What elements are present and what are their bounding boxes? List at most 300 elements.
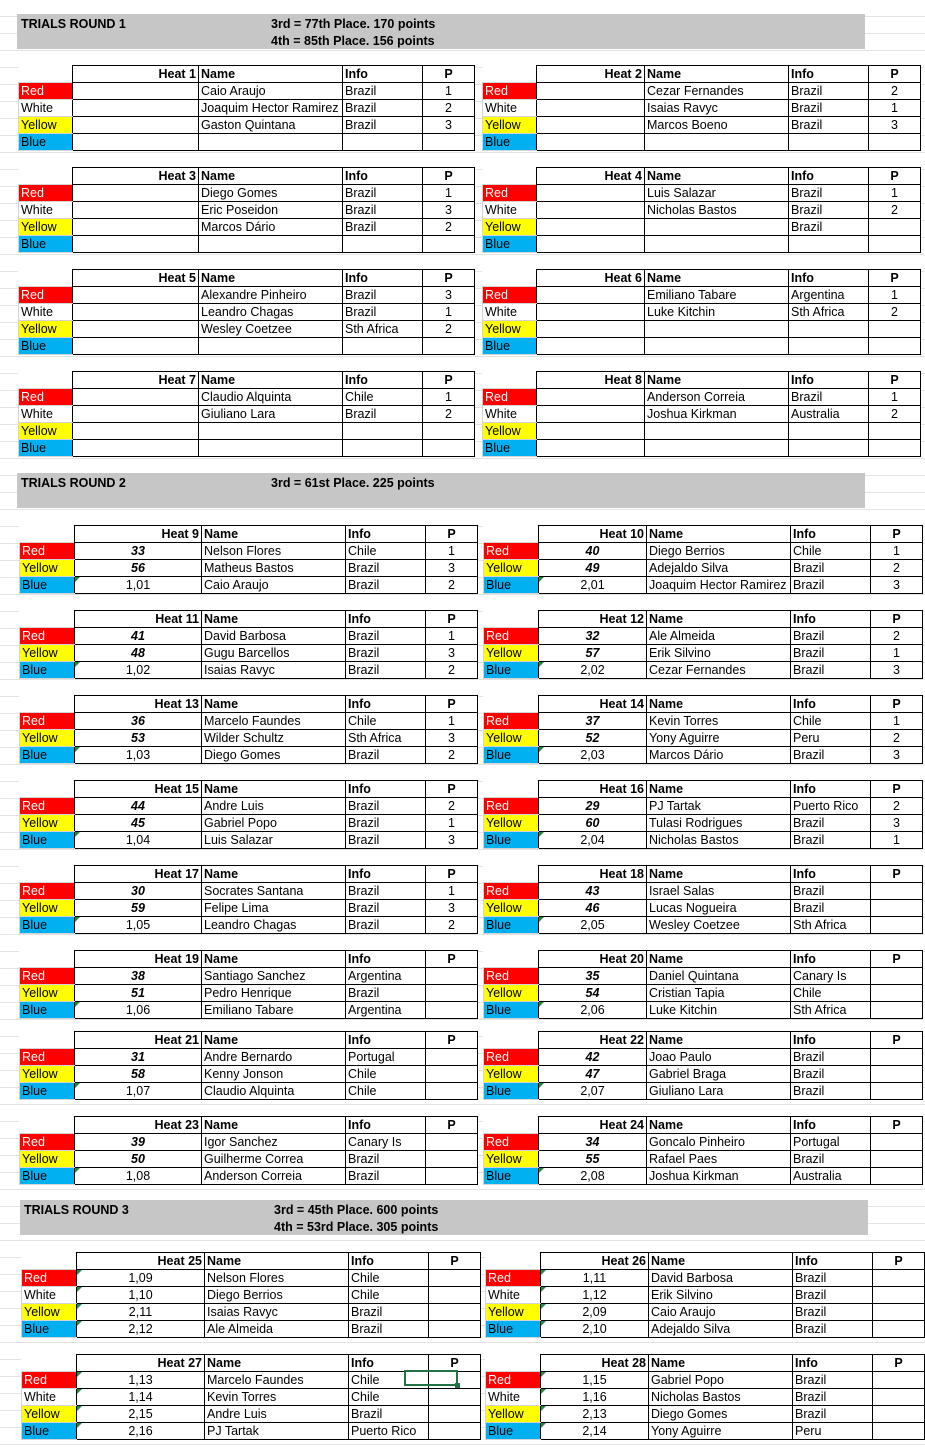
position-header[interactable]: P <box>426 1117 478 1134</box>
seed-cell[interactable]: 37 <box>539 713 647 730</box>
seed-cell[interactable]: 2,05 <box>539 917 647 934</box>
country-cell[interactable]: Chile <box>349 1389 429 1406</box>
country-cell[interactable]: Canary Is <box>346 1134 426 1151</box>
country-cell[interactable]: Sth Africa <box>343 321 423 338</box>
name-header[interactable]: Name <box>202 1117 346 1134</box>
country-cell[interactable]: Brazil <box>346 645 426 662</box>
seed-cell[interactable] <box>73 423 199 440</box>
name-header[interactable]: Name <box>199 168 343 185</box>
surfer-name-cell[interactable]: Felipe Lima <box>202 900 346 917</box>
position-cell[interactable]: 2 <box>426 798 478 815</box>
country-cell[interactable]: Brazil <box>791 628 871 645</box>
info-header[interactable]: Info <box>346 866 426 883</box>
name-header[interactable]: Name <box>649 1355 793 1372</box>
lane-color-cell[interactable]: Yellow <box>19 117 73 134</box>
heat-label[interactable]: Heat 4 <box>537 168 645 185</box>
lane-color-cell[interactable]: Red <box>483 389 537 406</box>
lane-color-cell[interactable]: Red <box>483 185 537 202</box>
seed-cell[interactable]: 1,12 <box>541 1287 649 1304</box>
country-cell[interactable] <box>343 440 423 457</box>
position-cell[interactable]: 1 <box>423 389 475 406</box>
position-cell[interactable] <box>873 1423 925 1440</box>
lane-color-cell[interactable]: Blue <box>486 1321 541 1338</box>
position-cell[interactable]: 3 <box>423 287 475 304</box>
heat-label[interactable]: Heat 22 <box>539 1032 647 1049</box>
heat-label[interactable]: Heat 3 <box>73 168 199 185</box>
country-cell[interactable]: Brazil <box>346 832 426 849</box>
country-cell[interactable]: Chile <box>349 1287 429 1304</box>
surfer-name-cell[interactable]: Diego Gomes <box>649 1406 793 1423</box>
seed-cell[interactable]: 2,07 <box>539 1083 647 1100</box>
heat-label[interactable]: Heat 20 <box>539 951 647 968</box>
seed-cell[interactable]: 2,16 <box>77 1423 205 1440</box>
seed-cell[interactable]: 49 <box>539 560 647 577</box>
country-cell[interactable]: Brazil <box>791 560 871 577</box>
position-cell[interactable] <box>869 423 921 440</box>
lane-color-cell[interactable]: Yellow <box>20 1066 75 1083</box>
seed-cell[interactable]: 2,11 <box>77 1304 205 1321</box>
position-cell[interactable] <box>429 1321 481 1338</box>
surfer-name-cell[interactable] <box>645 219 789 236</box>
lane-color-cell[interactable]: Red <box>20 798 75 815</box>
position-cell[interactable]: 3 <box>426 560 478 577</box>
seed-cell[interactable]: 2,09 <box>541 1304 649 1321</box>
position-header[interactable]: P <box>429 1355 481 1372</box>
country-cell[interactable]: Brazil <box>346 1151 426 1168</box>
country-cell[interactable]: Brazil <box>343 219 423 236</box>
lane-color-cell[interactable]: White <box>483 202 537 219</box>
position-cell[interactable] <box>871 900 923 917</box>
lane-color-cell[interactable]: Red <box>484 968 539 985</box>
seed-cell[interactable]: 58 <box>75 1066 202 1083</box>
lane-color-cell[interactable]: Yellow <box>20 560 75 577</box>
position-cell[interactable] <box>426 1168 478 1185</box>
country-cell[interactable]: Brazil <box>791 883 871 900</box>
surfer-name-cell[interactable]: PJ Tartak <box>647 798 791 815</box>
country-cell[interactable]: Brazil <box>791 645 871 662</box>
lane-color-cell[interactable]: Blue <box>20 1168 75 1185</box>
surfer-name-cell[interactable]: Nelson Flores <box>202 543 346 560</box>
country-cell[interactable] <box>343 134 423 151</box>
lane-color-cell[interactable]: Red <box>484 543 539 560</box>
seed-cell[interactable] <box>73 440 199 457</box>
country-cell[interactable]: Brazil <box>346 577 426 594</box>
seed-cell[interactable]: 59 <box>75 900 202 917</box>
surfer-name-cell[interactable] <box>199 134 343 151</box>
header-blank-cell[interactable] <box>484 781 539 798</box>
info-header[interactable]: Info <box>791 1117 871 1134</box>
surfer-name-cell[interactable]: Andre Luis <box>202 798 346 815</box>
heat-label[interactable]: Heat 23 <box>75 1117 202 1134</box>
surfer-name-cell[interactable]: Diego Berrios <box>647 543 791 560</box>
name-header[interactable]: Name <box>199 66 343 83</box>
seed-cell[interactable]: 55 <box>539 1151 647 1168</box>
country-cell[interactable]: Brazil <box>346 628 426 645</box>
position-header[interactable]: P <box>426 696 478 713</box>
lane-color-cell[interactable]: Red <box>484 713 539 730</box>
position-cell[interactable] <box>869 219 921 236</box>
position-header[interactable]: P <box>869 168 921 185</box>
name-header[interactable]: Name <box>647 866 791 883</box>
seed-cell[interactable] <box>73 202 199 219</box>
lane-color-cell[interactable]: Red <box>484 1134 539 1151</box>
position-cell[interactable] <box>429 1423 481 1440</box>
header-blank-cell[interactable] <box>22 1253 77 1270</box>
position-cell[interactable]: 2 <box>869 83 921 100</box>
surfer-name-cell[interactable] <box>645 423 789 440</box>
header-blank-cell[interactable] <box>20 1032 75 1049</box>
name-header[interactable]: Name <box>647 951 791 968</box>
country-cell[interactable]: Brazil <box>791 815 871 832</box>
country-cell[interactable]: Chile <box>346 1083 426 1100</box>
lane-color-cell[interactable]: Yellow <box>484 1066 539 1083</box>
country-cell[interactable]: Brazil <box>343 83 423 100</box>
lane-color-cell[interactable]: Blue <box>20 917 75 934</box>
position-cell[interactable]: 1 <box>871 543 923 560</box>
country-cell[interactable] <box>789 440 869 457</box>
seed-cell[interactable]: 30 <box>75 883 202 900</box>
lane-color-cell[interactable]: Blue <box>484 1168 539 1185</box>
lane-color-cell[interactable]: Red <box>22 1372 77 1389</box>
country-cell[interactable]: Brazil <box>346 900 426 917</box>
position-cell[interactable]: 2 <box>871 628 923 645</box>
country-cell[interactable]: Brazil <box>346 815 426 832</box>
heat-label[interactable]: Heat 12 <box>539 611 647 628</box>
info-header[interactable]: Info <box>791 866 871 883</box>
position-header[interactable]: P <box>423 168 475 185</box>
seed-cell[interactable]: 29 <box>539 798 647 815</box>
position-header[interactable]: P <box>426 866 478 883</box>
surfer-name-cell[interactable]: Erik Silvino <box>649 1287 793 1304</box>
seed-cell[interactable]: 41 <box>75 628 202 645</box>
lane-color-cell[interactable]: Blue <box>483 440 537 457</box>
lane-color-cell[interactable]: White <box>19 202 73 219</box>
country-cell[interactable]: Brazil <box>346 662 426 679</box>
lane-color-cell[interactable]: Blue <box>19 134 73 151</box>
heat-label[interactable]: Heat 19 <box>75 951 202 968</box>
surfer-name-cell[interactable]: Caio Araujo <box>202 577 346 594</box>
heat-label[interactable]: Heat 11 <box>75 611 202 628</box>
country-cell[interactable]: Brazil <box>789 202 869 219</box>
position-cell[interactable] <box>429 1304 481 1321</box>
lane-color-cell[interactable]: White <box>19 406 73 423</box>
seed-cell[interactable]: 56 <box>75 560 202 577</box>
seed-cell[interactable]: 1,13 <box>77 1372 205 1389</box>
lane-color-cell[interactable]: White <box>19 100 73 117</box>
lane-color-cell[interactable]: Blue <box>484 1002 539 1019</box>
surfer-name-cell[interactable]: Joaquim Hector Ramirez <box>199 100 343 117</box>
seed-cell[interactable]: 46 <box>539 900 647 917</box>
country-cell[interactable]: Sth Africa <box>791 917 871 934</box>
position-header[interactable]: P <box>429 1253 481 1270</box>
info-header[interactable]: Info <box>343 168 423 185</box>
seed-cell[interactable]: 43 <box>539 883 647 900</box>
lane-color-cell[interactable]: Blue <box>486 1423 541 1440</box>
surfer-name-cell[interactable]: Claudio Alquinta <box>202 1083 346 1100</box>
seed-cell[interactable]: 53 <box>75 730 202 747</box>
seed-cell[interactable] <box>73 100 199 117</box>
seed-cell[interactable]: 47 <box>539 1066 647 1083</box>
header-blank-cell[interactable] <box>483 270 537 287</box>
position-cell[interactable]: 2 <box>426 662 478 679</box>
position-header[interactable]: P <box>426 526 478 543</box>
surfer-name-cell[interactable]: Luis Salazar <box>202 832 346 849</box>
surfer-name-cell[interactable]: Rafael Paes <box>647 1151 791 1168</box>
info-header[interactable]: Info <box>789 372 869 389</box>
heat-label[interactable]: Heat 5 <box>73 270 199 287</box>
position-cell[interactable]: 1 <box>423 304 475 321</box>
heat-label[interactable]: Heat 27 <box>77 1355 205 1372</box>
seed-cell[interactable]: 51 <box>75 985 202 1002</box>
position-cell[interactable]: 1 <box>871 713 923 730</box>
lane-color-cell[interactable]: Yellow <box>20 815 75 832</box>
header-blank-cell[interactable] <box>19 270 73 287</box>
heat-label[interactable]: Heat 15 <box>75 781 202 798</box>
surfer-name-cell[interactable]: PJ Tartak <box>205 1423 349 1440</box>
seed-cell[interactable] <box>537 134 645 151</box>
country-cell[interactable]: Chile <box>791 985 871 1002</box>
country-cell[interactable]: Brazil <box>791 1083 871 1100</box>
lane-color-cell[interactable]: Red <box>22 1270 77 1287</box>
lane-color-cell[interactable]: White <box>19 304 73 321</box>
surfer-name-cell[interactable]: Ale Almeida <box>647 628 791 645</box>
country-cell[interactable]: Sth Africa <box>789 304 869 321</box>
seed-cell[interactable] <box>73 321 199 338</box>
info-header[interactable]: Info <box>789 168 869 185</box>
country-cell[interactable] <box>343 338 423 355</box>
position-cell[interactable] <box>423 236 475 253</box>
info-header[interactable]: Info <box>789 270 869 287</box>
position-cell[interactable] <box>426 1134 478 1151</box>
country-cell[interactable]: Brazil <box>343 185 423 202</box>
position-header[interactable]: P <box>869 270 921 287</box>
position-cell[interactable] <box>429 1406 481 1423</box>
seed-cell[interactable]: 44 <box>75 798 202 815</box>
name-header[interactable]: Name <box>647 781 791 798</box>
position-cell[interactable] <box>873 1372 925 1389</box>
position-cell[interactable] <box>429 1270 481 1287</box>
lane-color-cell[interactable]: Yellow <box>483 423 537 440</box>
seed-cell[interactable]: 2,15 <box>77 1406 205 1423</box>
position-cell[interactable] <box>871 1083 923 1100</box>
header-blank-cell[interactable] <box>20 1117 75 1134</box>
seed-cell[interactable] <box>537 423 645 440</box>
seed-cell[interactable] <box>537 287 645 304</box>
position-header[interactable]: P <box>871 1117 923 1134</box>
lane-color-cell[interactable]: Yellow <box>486 1406 541 1423</box>
surfer-name-cell[interactable]: David Barbosa <box>649 1270 793 1287</box>
position-cell[interactable] <box>426 1002 478 1019</box>
country-cell[interactable]: Brazil <box>791 747 871 764</box>
position-cell[interactable]: 1 <box>869 185 921 202</box>
position-cell[interactable]: 3 <box>869 117 921 134</box>
position-cell[interactable] <box>869 236 921 253</box>
surfer-name-cell[interactable] <box>645 236 789 253</box>
country-cell[interactable]: Chile <box>349 1270 429 1287</box>
seed-cell[interactable]: 1,08 <box>75 1168 202 1185</box>
country-cell[interactable]: Brazil <box>791 577 871 594</box>
surfer-name-cell[interactable]: Anderson Correia <box>645 389 789 406</box>
country-cell[interactable]: Brazil <box>791 1066 871 1083</box>
info-header[interactable]: Info <box>343 66 423 83</box>
seed-cell[interactable]: 38 <box>75 968 202 985</box>
country-cell[interactable] <box>343 236 423 253</box>
position-header[interactable]: P <box>871 866 923 883</box>
seed-cell[interactable] <box>537 236 645 253</box>
country-cell[interactable]: Argentina <box>789 287 869 304</box>
name-header[interactable]: Name <box>647 611 791 628</box>
lane-color-cell[interactable]: Red <box>19 287 73 304</box>
heat-label[interactable]: Heat 9 <box>75 526 202 543</box>
position-cell[interactable]: 2 <box>871 730 923 747</box>
country-cell[interactable]: Brazil <box>349 1406 429 1423</box>
seed-cell[interactable]: 32 <box>539 628 647 645</box>
position-cell[interactable]: 1 <box>871 832 923 849</box>
seed-cell[interactable] <box>537 185 645 202</box>
surfer-name-cell[interactable]: Lucas Nogueira <box>647 900 791 917</box>
country-cell[interactable]: Brazil <box>789 219 869 236</box>
lane-color-cell[interactable]: Yellow <box>484 815 539 832</box>
surfer-name-cell[interactable]: Matheus Bastos <box>202 560 346 577</box>
position-cell[interactable]: 1 <box>426 815 478 832</box>
lane-color-cell[interactable]: Red <box>484 628 539 645</box>
seed-cell[interactable]: 1,06 <box>75 1002 202 1019</box>
seed-cell[interactable]: 31 <box>75 1049 202 1066</box>
country-cell[interactable]: Brazil <box>343 287 423 304</box>
surfer-name-cell[interactable]: Diego Gomes <box>199 185 343 202</box>
name-header[interactable]: Name <box>645 372 789 389</box>
info-header[interactable]: Info <box>343 270 423 287</box>
lane-color-cell[interactable]: Red <box>484 1049 539 1066</box>
lane-color-cell[interactable]: White <box>483 100 537 117</box>
name-header[interactable]: Name <box>645 270 789 287</box>
position-cell[interactable]: 2 <box>869 304 921 321</box>
position-cell[interactable]: 3 <box>871 747 923 764</box>
seed-cell[interactable]: 36 <box>75 713 202 730</box>
country-cell[interactable]: Brazil <box>793 1304 873 1321</box>
header-blank-cell[interactable] <box>484 951 539 968</box>
country-cell[interactable]: Peru <box>791 730 871 747</box>
lane-color-cell[interactable]: Blue <box>20 1083 75 1100</box>
position-cell[interactable] <box>871 1151 923 1168</box>
lane-color-cell[interactable]: Red <box>20 628 75 645</box>
country-cell[interactable]: Peru <box>793 1423 873 1440</box>
surfer-name-cell[interactable] <box>645 440 789 457</box>
position-cell[interactable]: 2 <box>426 577 478 594</box>
surfer-name-cell[interactable] <box>199 440 343 457</box>
position-cell[interactable]: 2 <box>423 321 475 338</box>
surfer-name-cell[interactable]: Luis Salazar <box>645 185 789 202</box>
position-cell[interactable] <box>871 883 923 900</box>
seed-cell[interactable] <box>73 287 199 304</box>
info-header[interactable]: Info <box>793 1355 873 1372</box>
position-cell[interactable]: 1 <box>423 83 475 100</box>
lane-color-cell[interactable]: Yellow <box>20 985 75 1002</box>
seed-cell[interactable] <box>73 389 199 406</box>
country-cell[interactable]: Brazil <box>791 900 871 917</box>
country-cell[interactable]: Brazil <box>346 985 426 1002</box>
info-header[interactable]: Info <box>349 1355 429 1372</box>
position-header[interactable]: P <box>426 781 478 798</box>
position-cell[interactable] <box>871 968 923 985</box>
lane-color-cell[interactable]: Blue <box>484 832 539 849</box>
position-cell[interactable] <box>871 1134 923 1151</box>
position-cell[interactable] <box>426 968 478 985</box>
header-blank-cell[interactable] <box>20 611 75 628</box>
seed-cell[interactable] <box>537 202 645 219</box>
position-cell[interactable] <box>871 985 923 1002</box>
seed-cell[interactable]: 48 <box>75 645 202 662</box>
lane-color-cell[interactable]: Yellow <box>20 900 75 917</box>
surfer-name-cell[interactable]: Kevin Torres <box>647 713 791 730</box>
surfer-name-cell[interactable]: Cristian Tapia <box>647 985 791 1002</box>
surfer-name-cell[interactable]: Goncalo Pinheiro <box>647 1134 791 1151</box>
surfer-name-cell[interactable]: Kevin Torres <box>205 1389 349 1406</box>
surfer-name-cell[interactable]: Joshua Kirkman <box>647 1168 791 1185</box>
selected-cell[interactable] <box>404 1370 458 1386</box>
lane-color-cell[interactable]: Red <box>483 83 537 100</box>
position-header[interactable]: P <box>426 1032 478 1049</box>
position-cell[interactable]: 1 <box>423 185 475 202</box>
seed-cell[interactable] <box>537 321 645 338</box>
surfer-name-cell[interactable]: Daniel Quintana <box>647 968 791 985</box>
lane-color-cell[interactable]: White <box>22 1389 77 1406</box>
seed-cell[interactable] <box>537 117 645 134</box>
seed-cell[interactable]: 60 <box>539 815 647 832</box>
lane-color-cell[interactable]: Red <box>486 1270 541 1287</box>
header-blank-cell[interactable] <box>20 866 75 883</box>
lane-color-cell[interactable]: White <box>22 1287 77 1304</box>
heat-label[interactable]: Heat 8 <box>537 372 645 389</box>
lane-color-cell[interactable]: Blue <box>484 577 539 594</box>
position-cell[interactable]: 3 <box>426 900 478 917</box>
position-cell[interactable]: 3 <box>426 645 478 662</box>
surfer-name-cell[interactable]: Marcelo Faundes <box>205 1372 349 1389</box>
surfer-name-cell[interactable]: Santiago Sanchez <box>202 968 346 985</box>
seed-cell[interactable]: 1,01 <box>75 577 202 594</box>
position-header[interactable]: P <box>871 696 923 713</box>
surfer-name-cell[interactable]: Marcos Dário <box>199 219 343 236</box>
position-header[interactable]: P <box>871 951 923 968</box>
country-cell[interactable] <box>789 236 869 253</box>
country-cell[interactable]: Chile <box>346 1066 426 1083</box>
country-cell[interactable]: Brazil <box>346 560 426 577</box>
country-cell[interactable]: Brazil <box>793 1389 873 1406</box>
position-cell[interactable]: 3 <box>426 832 478 849</box>
surfer-name-cell[interactable]: Guilherme Correa <box>202 1151 346 1168</box>
seed-cell[interactable] <box>73 304 199 321</box>
seed-cell[interactable]: 2,03 <box>539 747 647 764</box>
lane-color-cell[interactable]: Red <box>20 883 75 900</box>
seed-cell[interactable]: 57 <box>539 645 647 662</box>
country-cell[interactable]: Brazil <box>793 1321 873 1338</box>
heat-label[interactable]: Heat 1 <box>73 66 199 83</box>
country-cell[interactable] <box>789 134 869 151</box>
position-cell[interactable] <box>869 440 921 457</box>
surfer-name-cell[interactable]: Adejaldo Silva <box>649 1321 793 1338</box>
seed-cell[interactable] <box>537 304 645 321</box>
surfer-name-cell[interactable]: Nicholas Bastos <box>645 202 789 219</box>
seed-cell[interactable]: 2,01 <box>539 577 647 594</box>
header-blank-cell[interactable] <box>484 1032 539 1049</box>
lane-color-cell[interactable]: Blue <box>20 662 75 679</box>
position-header[interactable]: P <box>871 1032 923 1049</box>
surfer-name-cell[interactable]: Leandro Chagas <box>202 917 346 934</box>
lane-color-cell[interactable]: Yellow <box>20 1151 75 1168</box>
surfer-name-cell[interactable] <box>199 236 343 253</box>
name-header[interactable]: Name <box>202 781 346 798</box>
position-cell[interactable]: 3 <box>423 117 475 134</box>
